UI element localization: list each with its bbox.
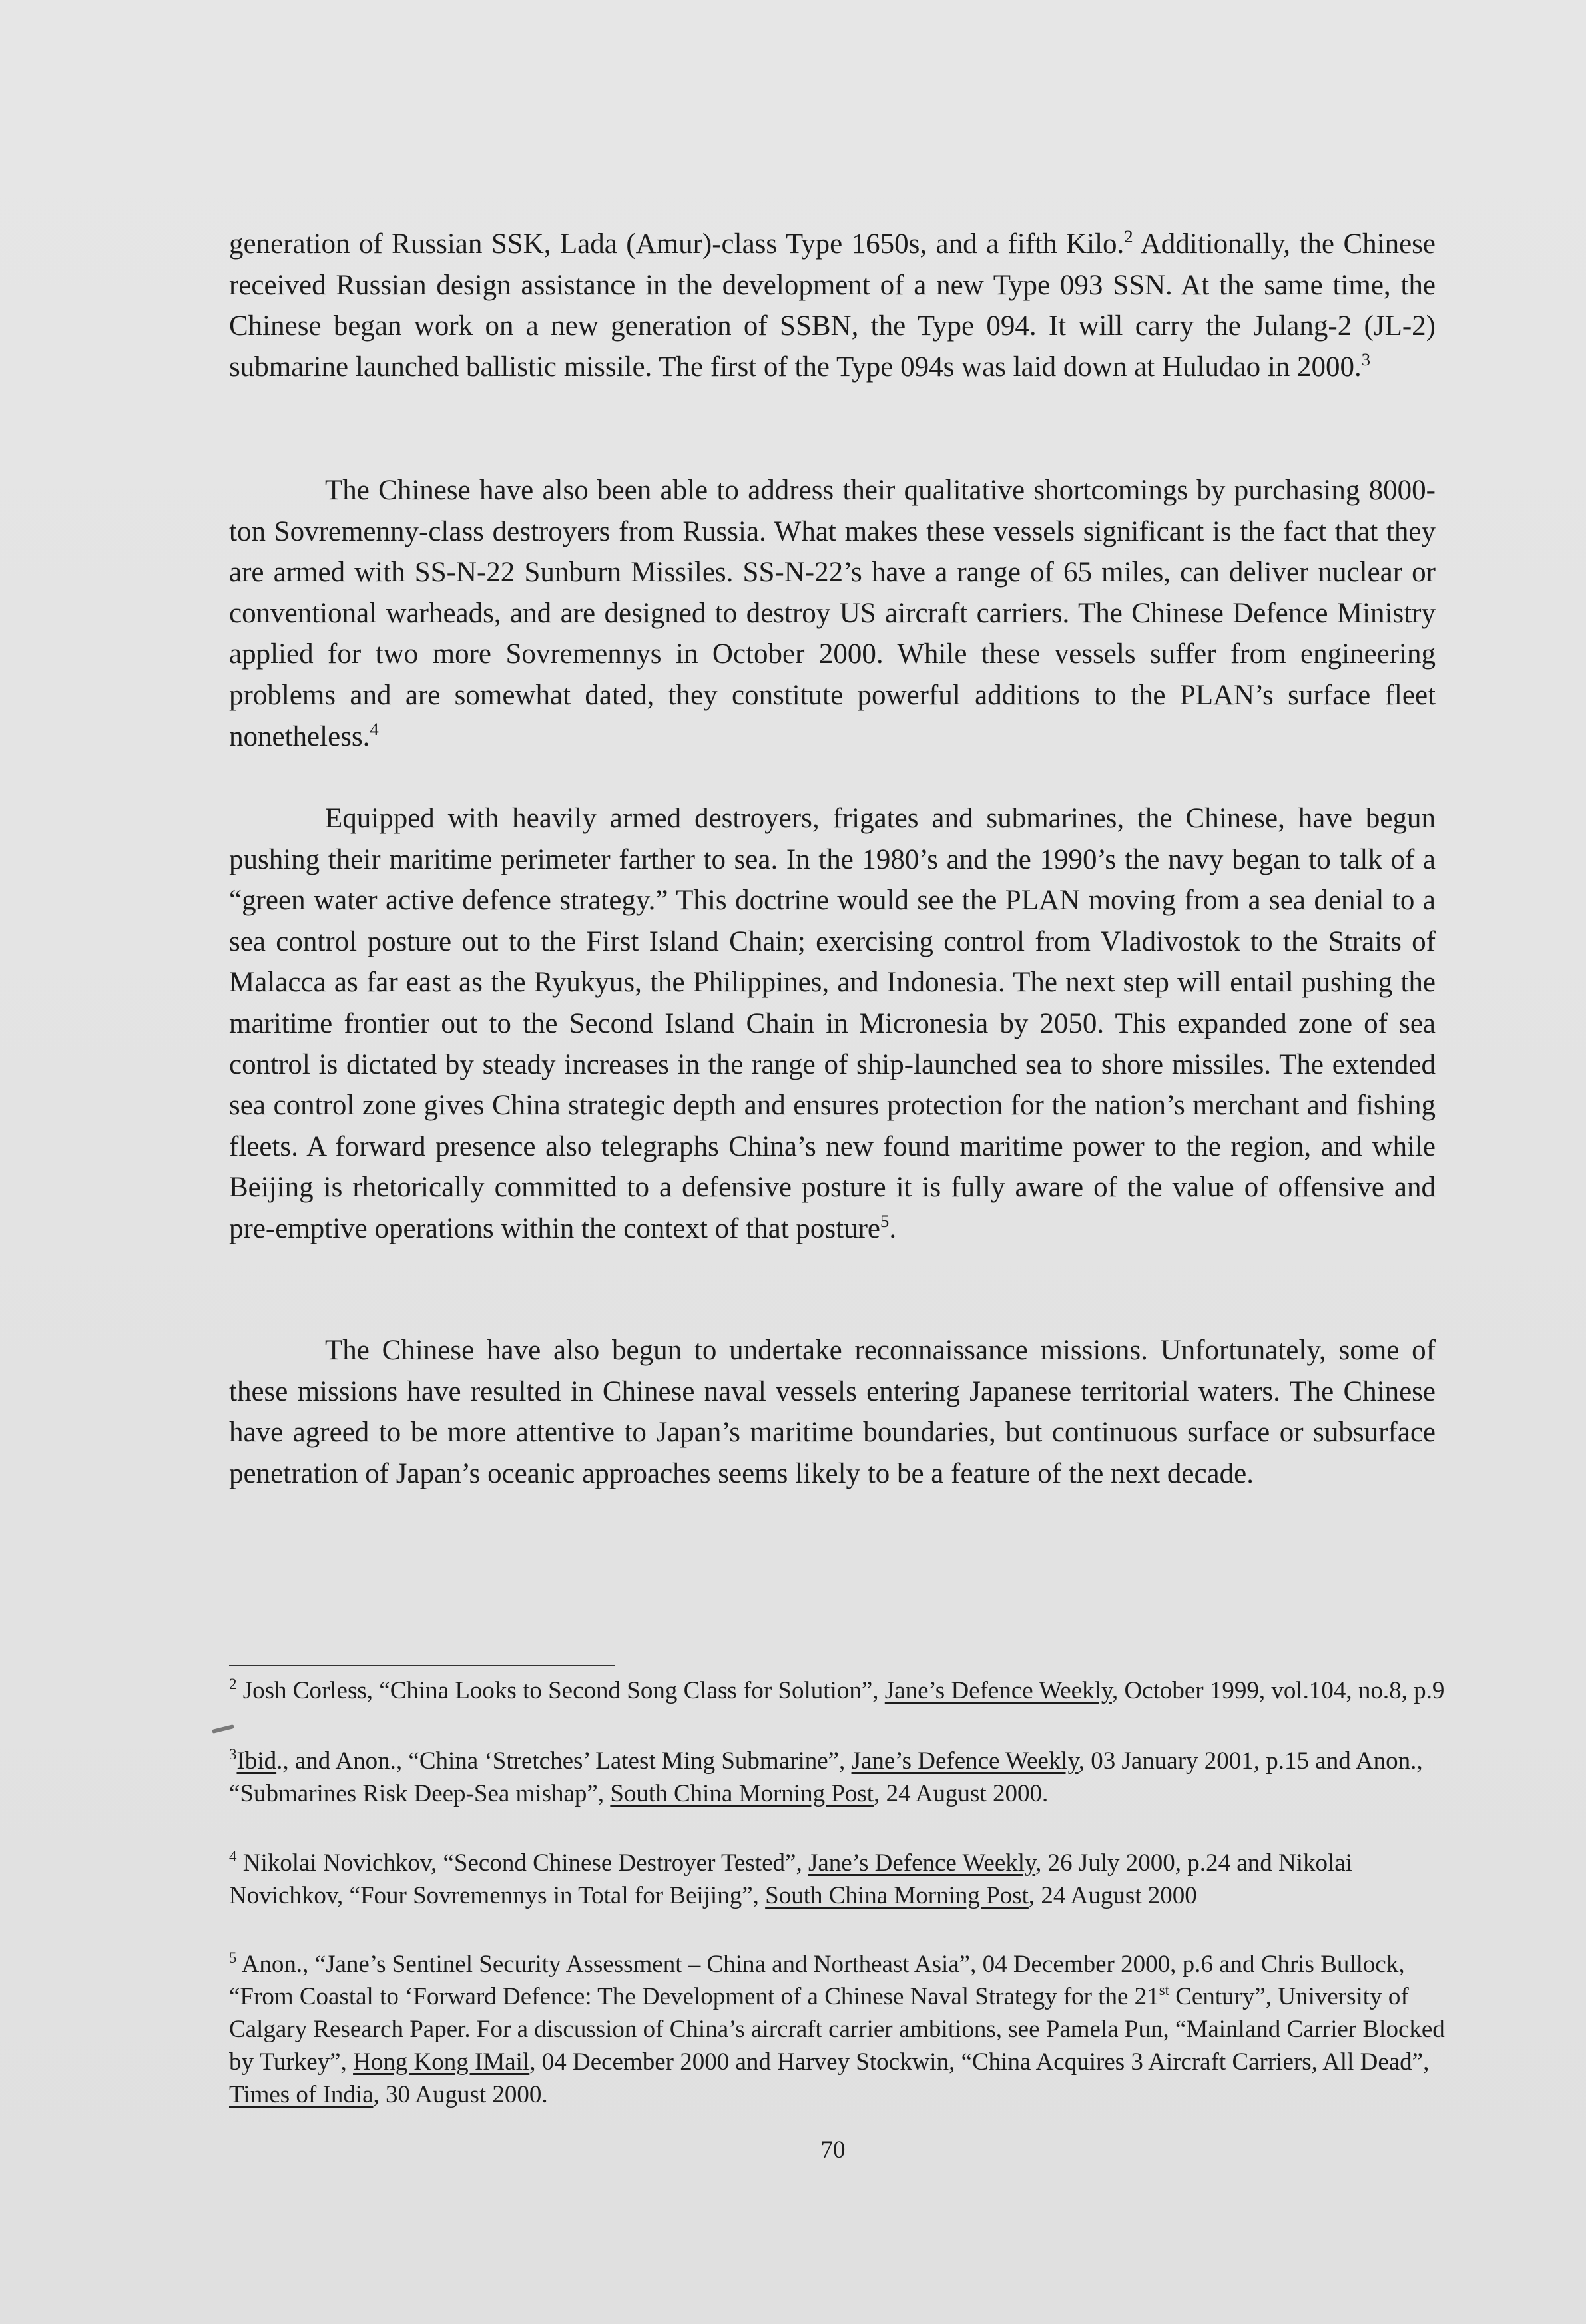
footnote-3-publication-2: South China Morning Post	[610, 1780, 874, 1807]
paragraph-3-period: .	[889, 1212, 897, 1244]
paragraph-4	[229, 1330, 1436, 1494]
footnote-5-ordinal: st	[1159, 1982, 1169, 1999]
page-number: 70	[820, 2136, 846, 2164]
footnote-4-publication-1: Jane’s Defence Weekly	[808, 1849, 1036, 1877]
footnote-ref-5[interactable]: 5	[880, 1210, 890, 1231]
footnote-2-number: 2	[229, 1676, 237, 1693]
footnote-5-text-a: Anon., “Jane’s Sentinel Security Assessment – China and Northeast Asia”, 04 December 2000, p.6 and Chris Bullock, “From Coastal to ‘Forward Defence: The Development of a Chinese Naval Strategy for the 21	[229, 1951, 1405, 2010]
pen-mark	[212, 1724, 234, 1734]
footnote-3-ibid: Ibid	[236, 1747, 277, 1775]
footnote-4-number: 4	[229, 1848, 237, 1865]
footnote-5	[229, 1948, 1454, 2111]
footnote-5-text-b: Century”, University of Calgary Research Paper. For a discussion of China’s aircraft carrier ambitions, see Pamela Pun, “Mainland Carrier Blocked by Turkey”,	[229, 1983, 1445, 2076]
footnote-2-text-a: Josh Corless, “China Looks to Second Song Class for Solution”,	[236, 1677, 885, 1704]
footnote-4-text-b: , 26 July 2000, p.24 and Nikolai Novichkov, “Four Sovremennys in Total for Beijing”,	[229, 1849, 1352, 1909]
paragraph-1-text: generation of Russian SSK, Lada (Amur)-class Type 1650s, and a fifth Kilo.	[229, 228, 1125, 260]
paragraph-2	[229, 470, 1436, 757]
paragraph-1	[229, 224, 1436, 387]
paragraph-3-text: Equipped with heavily armed destroyers, frigates and submarines, the Chinese, have begun pushing their maritime perimeter farther to sea. In the 1980’s and the 1990’s the navy began to talk of a “green water active defence strategy.” This doctrine would see the PLAN moving from a sea denial to a sea control posture out to the First Island Chain; exercising control from Vladivostok to the Straits of Malacca as far east as the Ryukyus, the Philippines, and Indonesia. The next step will entail pushing the maritime frontier out to the Second Island Chain in Micronesia by 2050. This expanded zone of sea control is dictated by steady increases in the range of ship-launched sea to shore missiles. The extended sea control zone gives China strategic depth and ensures protection for the nation’s merchant and fishing fleets. A forward presence also telegraphs China’s new found maritime power to the region, and while Beijing is rhetorically committed to a defensive posture it is fully aware of the value of offensive and pre-emptive operations within the context of that posture	[229, 803, 1436, 1244]
footnote-4-publication-2: South China Morning Post	[765, 1882, 1029, 1909]
footnote-separator	[229, 1665, 615, 1666]
footnote-5-number: 5	[229, 1949, 237, 1967]
footnote-4	[229, 1847, 1454, 1912]
footnote-2-publication: Jane’s Defence Weekly	[884, 1677, 1112, 1704]
footnote-3-number: 3	[229, 1746, 237, 1763]
footnote-3-text-c: , 24 August 2000.	[874, 1780, 1049, 1807]
footnote-2	[229, 1674, 1454, 1707]
footnote-3	[229, 1745, 1454, 1810]
footnote-5-publication-2: Times of India	[229, 2081, 374, 2108]
footnote-2-text-b: , October 1999, vol.104, no.8, p.9	[1111, 1677, 1445, 1704]
footnote-5-text-c: , 04 December 2000 and Harvey Stockwin, “China Acquires 3 Aircraft Carriers, All Dead”,	[529, 2048, 1430, 2076]
footnote-ref-4[interactable]: 4	[370, 718, 379, 739]
paragraph-3	[229, 798, 1436, 1250]
footnote-5-publication-1: Hong Kong IMail	[353, 2048, 530, 2076]
footnote-3-text-a: ., and Anon., “China ‘Stretches’ Latest Ming Submarine”,	[276, 1747, 852, 1775]
footnote-5-text-d: , 30 August 2000.	[373, 2081, 548, 2108]
footnote-4-text-a: Nikolai Novichkov, “Second Chinese Destroyer Tested”,	[236, 1849, 808, 1877]
footnote-4-text-c: , 24 August 2000	[1028, 1882, 1197, 1909]
footnote-ref-3[interactable]: 3	[1361, 349, 1371, 369]
paragraph-4-text: The Chinese have also begun to undertake reconnaissance missions. Unfortunately, some of these missions have resulted in Chinese naval vessels entering Japanese territorial waters. The Chinese have agreed to be more attentive to Japan’s maritime boundaries, but continuous surface or subsurface penetration of Japan’s oceanic approaches seems likely to be a feature of the next decade.	[229, 1335, 1436, 1489]
paragraph-2-text: The Chinese have also been able to address their qualitative shortcomings by purchasing 8000-ton Sovremenny-class destroyers from Russia. What makes these vessels significant is the fact that they are armed with SS-N-22 Sunburn Missiles. SS-N-22’s have a range of 65 miles, can deliver nuclear or conventional warheads, and are designed to destroy US aircraft carriers. The Chinese Defence Ministry applied for two more Sovremennys in October 2000. While these vessels suffer from engineering problems and are somewhat dated, they constitute powerful additions to the PLAN’s surface fleet nonetheless.	[229, 475, 1436, 752]
footnote-3-text-b: , 03 January 2001, p.15 and Anon., “Submarines Risk Deep-Sea mishap”,	[229, 1747, 1423, 1807]
paragraph-1-tail: Additionally, the Chinese received Russian design assistance in the development of a new Type 093 SSN. At the same time, the Chinese began work on a new generation of SSBN, the Type 094. It will carry the Julang-2 (JL-2) submarine launched ballistic missile. The first of the Type 094s was laid down at Huludao in 2000.	[229, 228, 1436, 383]
footnote-ref-2[interactable]: 2	[1124, 226, 1133, 247]
footnote-3-publication-1: Jane’s Defence Weekly	[851, 1747, 1079, 1775]
